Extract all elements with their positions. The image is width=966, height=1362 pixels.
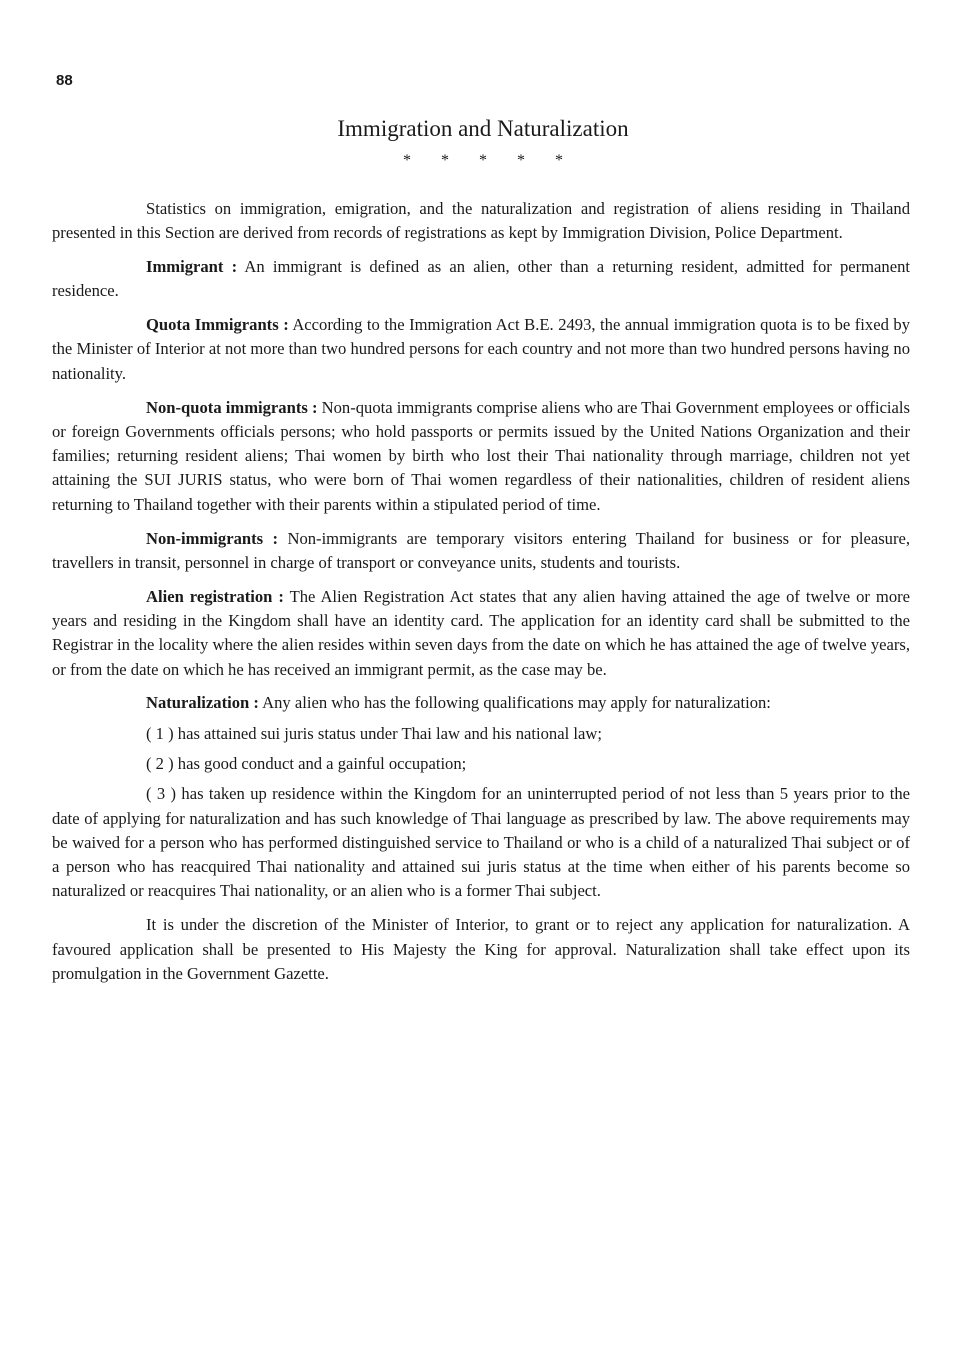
- paragraph-text: Non-quota immigrants comprise aliens who are Thai Government employees or officials or foreign Governments officials persons; who hold passports or permits issued by the United Nations Organization and their families; returning resident aliens; Thai women by birth who lost their Thai nationality through marriage, children not yet attaining the SUI JURIS status, who were born of Thai women regardless of their nationalities, children of resident aliens returning to Thailand together with their parents within a stipulated period of time.: [52, 397, 910, 514]
- document-body: [52, 197, 910, 996]
- paragraph-alien-registration: [52, 585, 910, 682]
- list-item: [52, 752, 910, 776]
- paragraph-term: Alien registration :: [146, 586, 284, 606]
- paragraph-text: The Alien Registration Act states that any alien having attained the age of twelve or more years and residing in the Kingdom shall have an identity card. The application for an identity card shall be submitted to the Registrar in the locality where the alien resides within seven days from the date on which he has attained the age of twelve years, or from the date on which he has received an immigrant permit, as the case may be.: [52, 586, 911, 679]
- paragraph-term: Non-quota immigrants :: [146, 397, 318, 417]
- list-item: [52, 782, 910, 903]
- list-item-text: ( 2 ) has good conduct and a gainful occupation;: [146, 753, 467, 773]
- section-separator: * * * * *: [403, 152, 563, 169]
- paragraph-term: Non-immigrants :: [146, 528, 279, 548]
- paragraph-term: Immigrant :: [146, 257, 238, 277]
- paragraph-text: An immigrant is defined as an alien, other than a returning resident, admitted for permanent residence.: [52, 257, 910, 301]
- paragraph-non-immigrants: [52, 527, 910, 576]
- list-item-text: ( 3 ) has taken up residence within the Kingdom for an uninterrupted period of not less than 5 years prior to the date of applying for naturalization and has such knowledge of Thai language as prescribed by law. The above requirements may be waived for a person who has performed distinguished service to Thailand or who is a child of a naturalized Thai subject or of a person who has reacquired Thai nationality and attained sui juris status at the time when either of his parents become so naturalized or reacquires Thai nationality, or an alien who is a former Thai subject.: [52, 784, 910, 901]
- list-item-text: ( 1 ) has attained sui juris status under Thai law and his national law;: [146, 723, 602, 743]
- page-number: 88: [56, 72, 73, 89]
- paragraph-text: Statistics on immigration, emigration, and the naturalization and registration of aliens residing in Thailand presented in this Section are derived from records of registrations as kept by Immigration Division, Police Department.: [52, 199, 910, 243]
- paragraph-text: According to the Immigration Act B.E. 2493, the annual immigration quota is to be fixed by the Minister of Interior at not more than two hundred persons for each country and not more than two hundred persons having no nationality.: [52, 315, 910, 383]
- paragraph-text: It is under the discretion of the Minister of Interior, to grant or to reject any application for naturalization. A favoured application shall be presented to His Majesty the King for approval. Naturalization shall take effect upon its promulgation in the Government Gazette.: [52, 915, 910, 983]
- paragraph-intro: [52, 197, 910, 246]
- paragraph-quota-immigrants: [52, 313, 910, 386]
- paragraph-discretion: [52, 913, 910, 986]
- paragraph-immigrant: [52, 255, 910, 304]
- paragraph-naturalization: [52, 691, 910, 715]
- list-item: [52, 722, 910, 746]
- paragraph-term: Quota Immigrants :: [146, 315, 289, 335]
- paragraph-text: Non-immigrants are temporary visitors entering Thailand for business or for pleasure, travellers in transit, personnel in charge of transport or conveyance units, students and tourists.: [52, 528, 910, 572]
- paragraph-non-quota-immigrants: [52, 396, 910, 517]
- paragraph-text: Any alien who has the following qualifications may apply for naturalization:: [258, 693, 771, 713]
- paragraph-term: Naturalization :: [146, 693, 259, 713]
- page-title: Immigration and Naturalization: [337, 116, 629, 141]
